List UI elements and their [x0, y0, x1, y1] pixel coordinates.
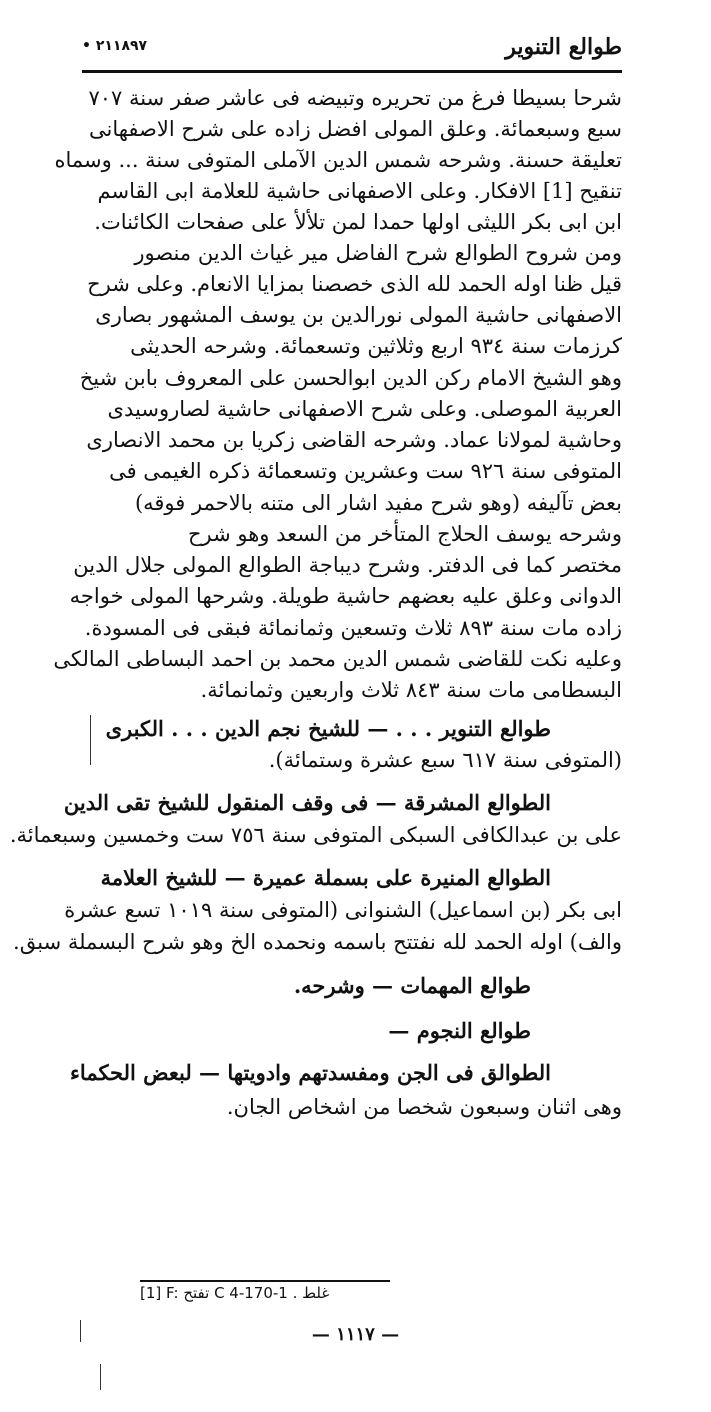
text-line: سبع وسبعمائة. وعلق المولى افضل زاده على شرح الاصفهانى: [88, 117, 622, 141]
entry-text-line: وهى اثنان وسبعون شخصا من اشخاص الجان.: [226, 1095, 622, 1119]
margin-mark: [100, 1364, 101, 1390]
text-line: ابن ابى بكر الليثى اولها حمدا لمن تلألأ على صفحات الكائنات.: [94, 210, 622, 234]
text-line: المتوفى سنة ٩٢٦ ست وعشرين وتسعمائة ذكره الغيمى فى: [109, 459, 622, 483]
entry-heading-line: الطوالع المنيرة على بسملة عميرة — للشيخ العلامة: [100, 865, 551, 890]
text-line: الاصفهانى حاشية المولى نورالدين بن يوسف المشهور بصارى: [95, 303, 622, 327]
text-line: شرحا بسيطا فرغ من تحريره وتبيضه فى عاشر صفر سنة ٧٠٧: [88, 86, 622, 110]
entry-heading-line: طوالع المهمات — وشرحه.: [293, 973, 531, 998]
text-line: تنقيح [1] الافكار. وعلى الاصفهانى حاشية للعلامة ابى القاسم: [97, 179, 622, 203]
entry-text-line: والف) اوله الحمد لله نفتتح باسمه ونحمده الخ وهو شرح البسملة سبق.: [13, 930, 622, 954]
margin-mark: [80, 1320, 81, 1342]
text-line: وشرحه يوسف الحلاج المتأخر من السعد وهو شرح: [187, 522, 622, 546]
text-line: تعليقة حسنة. وشرحه شمس الدين الآملى المتوفى سنة ... وسماه: [54, 148, 622, 172]
page-header: [82, 34, 622, 73]
entry-heading-line: طوالع التنوير . . . — للشيخ نجم الدين . . . الكبرى: [105, 716, 551, 741]
entry-heading-line: الطوالق فى الجن ومفسدتهم وادويتها — لبعض الحكماء: [70, 1060, 551, 1085]
text-line: وعليه نكت للقاضى شمس الدين محمد بن احمد البساطى المالكى: [53, 647, 622, 671]
text-line: بعض تآليفه (وهو شرح مفيد اشار الى متنه بالاحمر فوقه): [134, 491, 622, 515]
footnote: [1] F: تفتح C 4-170-1 . غلط: [140, 1284, 330, 1302]
text-line: البسطامى مات سنة ٨٤٣ ثلاث واربعين وثمانمائة.: [200, 678, 622, 702]
text-line: وهو الشيخ الامام ركن الدين ابوالحسن على المعروف بابن شيخ: [79, 366, 622, 390]
footnote-rule: [140, 1280, 390, 1282]
page-number: — ١١١٧ —: [311, 1324, 400, 1345]
text-line: كرزمات سنة ٩٣٤ اربع وثلاثين وتسعمائة. وشرحه الحديثى: [130, 334, 622, 358]
entry-text-line: على بن عبدالكافى السبكى المتوفى سنة ٧٥٦ ست وخمسين وسبعمائة.: [9, 823, 622, 847]
text-line: ومن شروح الطوالع شرح الفاضل مير غياث الدين منصور: [134, 241, 622, 265]
text-line: زاده مات سنة ٨٩٣ ثلاث وتسعين وثمانمائة فبقى فى المسودة.: [84, 616, 622, 640]
text-line: مختصر كما فى الدفتر. وشرح ديباجة الطوالع المولى جلال الدين: [73, 553, 622, 577]
entry-heading-line: الطوالع المشرقة — فى وقف المنقول للشيخ تقى الدين: [63, 790, 551, 815]
header-code: • ۲۱۱۸۹۷: [82, 38, 148, 54]
running-title: طوالع التنوير: [505, 34, 622, 60]
text-line: الدوانى وعلق عليه بعضهم حاشية طويلة. وشرحها المولى خواجه: [69, 584, 622, 608]
entry-text-line: (المتوفى سنة ٦١٧ سبع عشرة وستمائة).: [268, 748, 622, 772]
entry-heading-line: طوالع النجوم —: [388, 1018, 531, 1043]
entry-text-line: ابى بكر (بن اسماعيل) الشنوانى (المتوفى سنة ١٠١٩ تسع عشرة: [64, 898, 622, 922]
text-line: قيل ظنا اوله الحمد لله الذى خصصنا بمزايا الانعام. وعلى شرح: [87, 272, 622, 296]
text-line: العربية الموصلى. وعلى شرح الاصفهانى حاشية لصاروسيدى: [107, 397, 622, 421]
text-line: وحاشية لمولانا عماد. وشرحه القاضى زكريا بن محمد الانصارى: [86, 428, 622, 452]
